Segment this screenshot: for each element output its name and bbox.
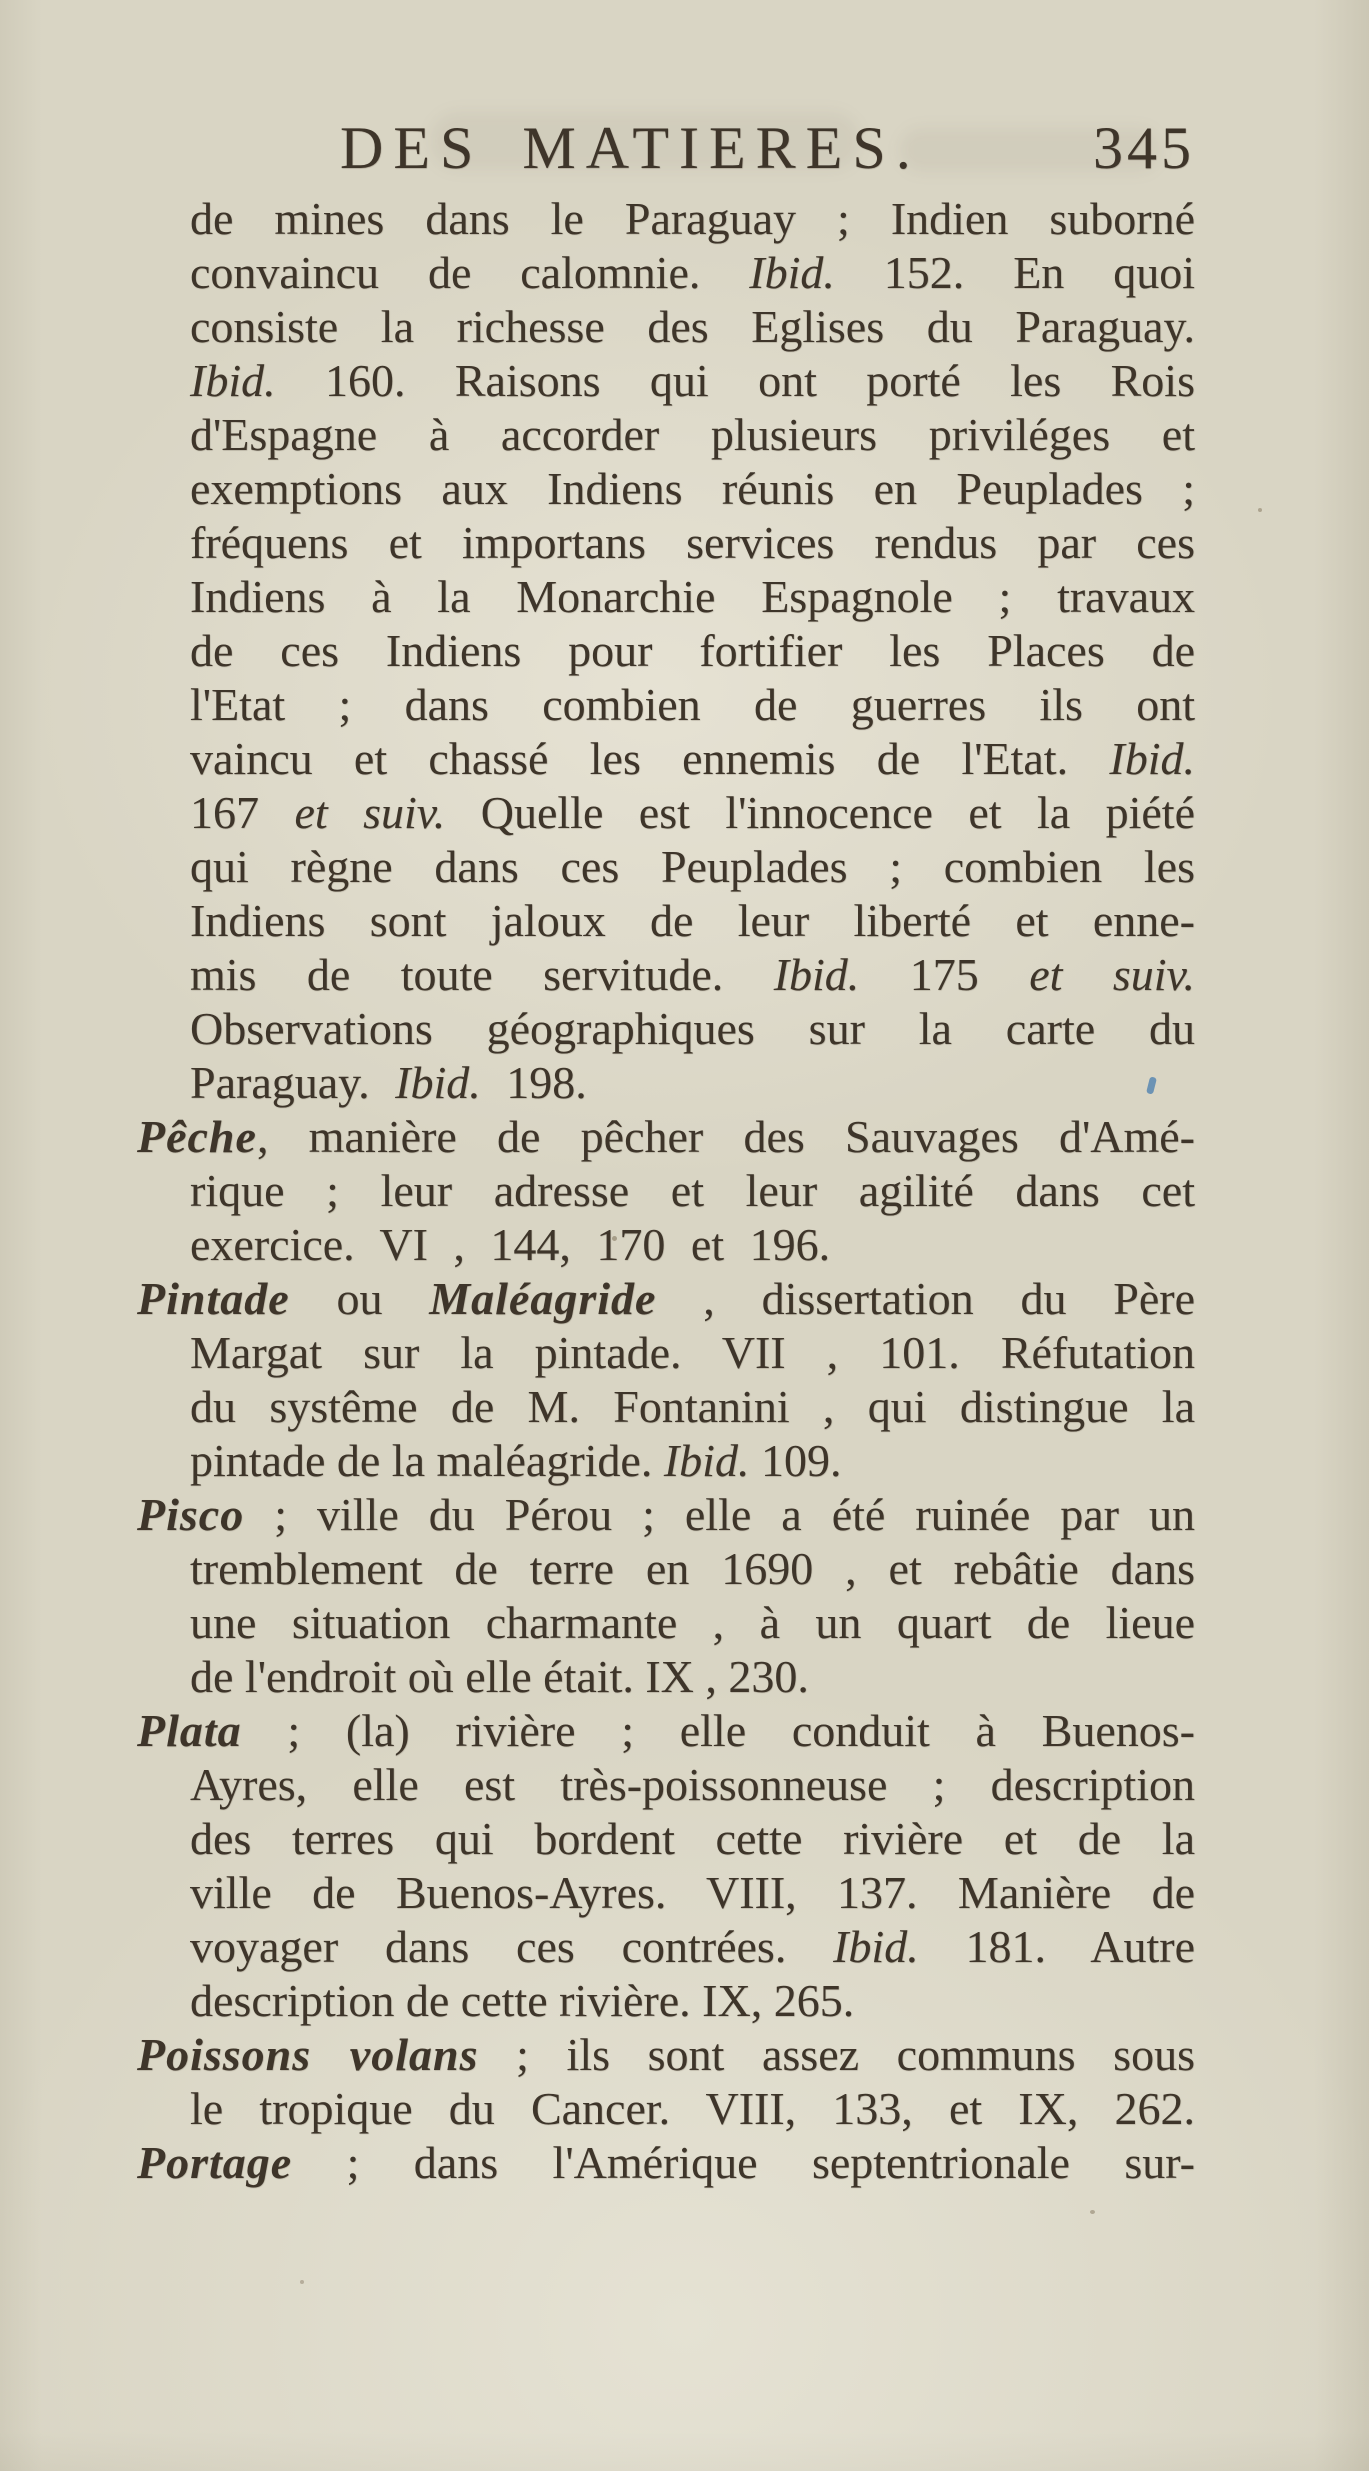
text-segment: Margat sur la pintade. VII , 101. Réfutation (190, 1327, 1195, 1378)
text-segment: , dissertation du Père (656, 1273, 1196, 1324)
index-headword: Pêche (137, 1111, 257, 1162)
text-line (190, 516, 1195, 570)
text-segment: exercice. VI , 144, 170 et 196. (190, 1219, 831, 1270)
text-segment: 175 (859, 949, 1030, 1000)
text-segment: ou (289, 1273, 430, 1324)
text-segment: ; (la) rivière ; elle conduit à Buenos- (241, 1705, 1195, 1756)
text-segment: d'Espagne à accorder plusieurs priviléges et (190, 409, 1195, 460)
text-line (190, 300, 1195, 354)
text-segment: fréquens et importans services rendus par ces (190, 517, 1195, 568)
index-headword: Plata (137, 1705, 242, 1756)
text-segment: ; ils sont assez communs sous (478, 2029, 1195, 2080)
text-segment: et suiv. (294, 787, 446, 838)
text-segment: pintade de la maléagride. (190, 1435, 664, 1486)
text-segment: Quelle est l'innocence et la piété (445, 787, 1195, 838)
running-title: DES MATIERES. (340, 115, 921, 181)
text-segment: et suiv. (1029, 949, 1196, 1000)
text-line (190, 354, 1195, 408)
text-segment: Ayres, elle est très-poissonneuse ; description (190, 1759, 1195, 1810)
text-line (137, 1272, 1195, 1326)
text-line (190, 462, 1195, 516)
text-segment: 152. En quoi (834, 247, 1195, 298)
text-segment: exemptions aux Indiens réunis en Peuplades ; (190, 463, 1195, 514)
text-line (190, 1434, 1195, 1488)
text-line (190, 1866, 1195, 1920)
text-line (190, 1164, 1195, 1218)
text-line (190, 1974, 1195, 2028)
text-line (137, 1704, 1195, 1758)
ink-speck (1090, 2210, 1095, 2214)
text-segment: Indiens à la Monarchie Espagnole ; travaux (190, 571, 1195, 622)
index-headword: Pisco (137, 1489, 245, 1540)
text-segment: de mines dans le Paraguay ; Indien suborné (190, 193, 1195, 244)
text-line (190, 192, 1195, 246)
index-headword: Portage (137, 2137, 293, 2188)
text-segment: Ibid. (395, 1057, 481, 1108)
text-segment: 198. (480, 1057, 587, 1108)
text-segment: ; dans l'Amérique septentrionale sur- (292, 2137, 1195, 2188)
page-header (137, 115, 1195, 181)
text-segment: Observations géographiques sur la carte du (190, 1003, 1195, 1054)
text-segment: Paraguay. (190, 1057, 396, 1108)
text-segment: une situation charmante , à un quart de lieue (190, 1597, 1195, 1648)
text-line (190, 894, 1195, 948)
text-segment: du systême de M. Fontanini , qui distingue la (190, 1381, 1195, 1432)
text-line (190, 948, 1195, 1002)
text-segment: voyager dans ces contrées. (190, 1921, 834, 1972)
index-headword: Maléagride (429, 1273, 657, 1324)
page-number: 345 (1093, 115, 1195, 181)
text-segment: 181. Autre (918, 1921, 1195, 1972)
text-line (190, 1650, 1195, 1704)
text-line (137, 2028, 1195, 2082)
text-segment: Indiens sont jaloux de leur liberté et enne- (190, 895, 1195, 946)
text-segment: , manière de pêcher des Sauvages d'Amé- (256, 1111, 1195, 1162)
text-segment: Ibid. (749, 247, 835, 298)
index-text-block (137, 192, 1195, 2190)
text-segment: rique ; leur adresse et leur agilité dans cet (190, 1165, 1195, 1216)
text-line (190, 1218, 1195, 1272)
text-line (190, 1002, 1195, 1056)
text-segment: 167 (190, 787, 295, 838)
text-segment: mis de toute servitude. (190, 949, 774, 1000)
text-line (137, 2136, 1195, 2190)
text-line (190, 678, 1195, 732)
text-line (190, 408, 1195, 462)
text-line (190, 570, 1195, 624)
ink-speck (300, 2280, 304, 2284)
text-segment: 160. Raisons qui ont porté les Rois (275, 355, 1195, 406)
text-segment: Ibid. (663, 1435, 750, 1486)
text-segment: Ibid. (1109, 733, 1195, 784)
text-segment: Ibid. (833, 1921, 919, 1972)
text-segment: de ces Indiens pour fortifier les Places de (190, 625, 1195, 676)
text-segment: des terres qui bordent cette rivière et de la (190, 1813, 1195, 1864)
text-line (190, 624, 1195, 678)
text-line (190, 246, 1195, 300)
text-segment: description de cette rivière. IX, 265. (190, 1975, 855, 2026)
text-segment: qui règne dans ces Peuplades ; combien les (190, 841, 1195, 892)
text-line (190, 2082, 1195, 2136)
text-segment: Ibid. (190, 355, 276, 406)
text-line (190, 1596, 1195, 1650)
ink-speck (612, 1236, 617, 1241)
text-line (190, 1920, 1195, 1974)
text-line (190, 786, 1195, 840)
text-line (190, 840, 1195, 894)
text-line (190, 1812, 1195, 1866)
text-segment: le tropique du Cancer. VIII, 133, et IX, 262. (190, 2083, 1195, 2134)
text-segment: convaincu de calomnie. (190, 247, 750, 298)
text-line (137, 1488, 1195, 1542)
text-segment: de l'endroit où elle était. IX , 230. (190, 1651, 809, 1702)
text-line (137, 1110, 1195, 1164)
text-line (190, 1542, 1195, 1596)
text-segment: vaincu et chassé les ennemis de l'Etat. (190, 733, 1110, 784)
text-line (190, 1326, 1195, 1380)
index-headword: Poissons volans (137, 2029, 479, 2080)
text-line (190, 1758, 1195, 1812)
text-line (190, 1056, 1195, 1110)
text-line (190, 1380, 1195, 1434)
index-headword: Pintade (137, 1273, 290, 1324)
text-line (190, 732, 1195, 786)
ink-speck (1258, 508, 1262, 512)
text-segment: consiste la richesse des Eglises du Paraguay. (190, 301, 1195, 352)
text-segment: 109. (749, 1435, 842, 1486)
text-segment: tremblement de terre en 1690 , et rebâtie dans (190, 1543, 1195, 1594)
text-segment: l'Etat ; dans combien de guerres ils ont (190, 679, 1195, 730)
text-segment: ville de Buenos-Ayres. VIII, 137. Manière de (190, 1867, 1195, 1918)
text-segment: Ibid. (773, 949, 860, 1000)
text-segment: ; ville du Pérou ; elle a été ruinée par un (244, 1489, 1195, 1540)
